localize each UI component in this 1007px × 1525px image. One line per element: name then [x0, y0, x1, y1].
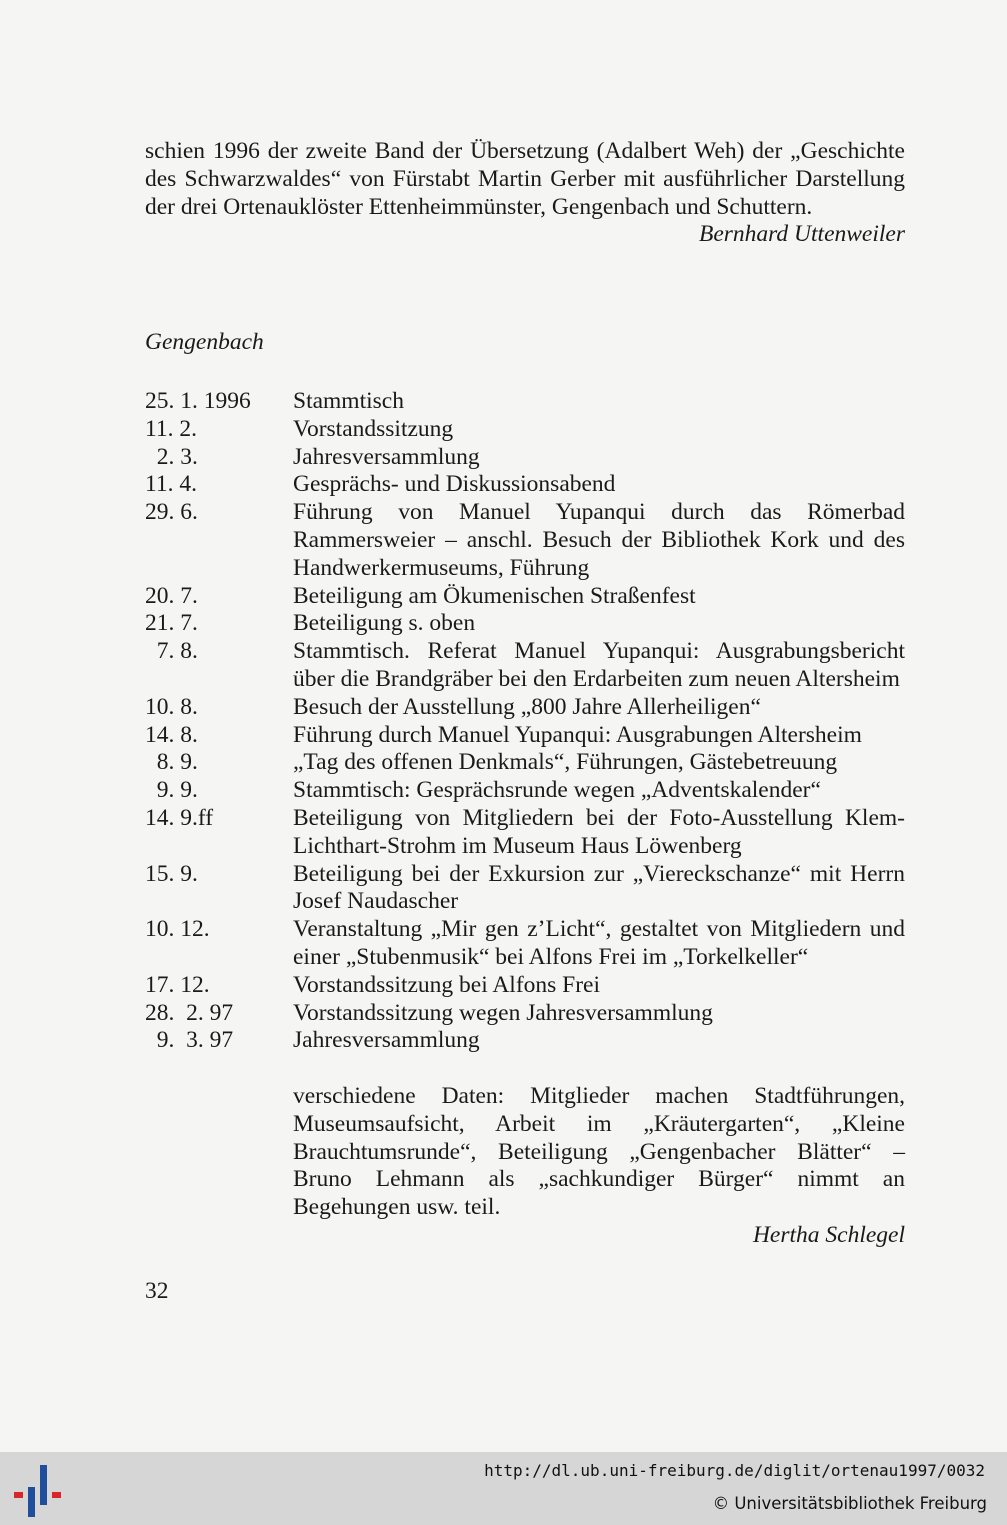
event-row — [145, 583, 905, 611]
event-description: Vorstandssitzung wegen Jahresversammlung — [293, 999, 713, 1026]
event-date: 21. 7. — [145, 610, 198, 637]
footer-copyright: © Universitätsbibliothek Freiburg — [712, 1494, 987, 1513]
event-row — [145, 1027, 905, 1055]
event-row — [145, 861, 905, 917]
event-row — [145, 1000, 905, 1028]
event-description: „Tag des offenen Denkmals“, Führungen, Gästebetreuung — [293, 749, 838, 776]
event-row — [145, 499, 905, 582]
event-row — [145, 388, 905, 416]
footer-url-link[interactable]: http://dl.ub.uni-freiburg.de/diglit/ortenau1997/0032 — [484, 1461, 985, 1480]
event-description: Beteiligung von Mitgliedern bei der Foto-Ausstellung Klem-Lichthart-Strohm im Museum Haus Löwenberg — [293, 804, 905, 859]
event-description: Stammtisch: Gesprächsrunde wegen „Adventskalender“ — [293, 777, 821, 804]
logo-bar-right — [40, 1465, 47, 1505]
event-date: 17. 12. — [145, 971, 210, 998]
event-row — [145, 777, 905, 805]
event-date: 8. 9. — [145, 749, 198, 776]
event-date: 9. 3. 97 — [145, 1027, 234, 1054]
event-date: 15. 9. — [145, 860, 198, 887]
logo-bar-left — [28, 1487, 35, 1517]
section-author: Hertha Schlegel — [752, 1221, 905, 1248]
event-row — [145, 694, 905, 722]
logo-left-dot — [14, 1492, 23, 1498]
page-content — [145, 138, 905, 1305]
event-date: 9. 9. — [145, 777, 198, 804]
event-date: 28. 2. 97 — [145, 999, 234, 1026]
event-description: Jahresversammlung — [293, 443, 480, 470]
event-row — [145, 805, 905, 861]
event-description: Stammtisch — [293, 387, 404, 414]
event-row — [145, 749, 905, 777]
event-date: 11. 2. — [145, 415, 198, 442]
event-row — [145, 638, 905, 694]
page-number: 32 — [145, 1277, 169, 1304]
event-description: Jahresversammlung — [293, 1027, 480, 1054]
logo-right-dot — [52, 1492, 61, 1498]
event-date: 7. 8. — [145, 638, 198, 665]
event-row — [145, 610, 905, 638]
library-logo-icon[interactable] — [14, 1465, 64, 1517]
section-title: Gengenbach — [145, 329, 264, 356]
event-row — [145, 722, 905, 750]
event-description: Beteiligung bei der Exkursion zur „Viereckschanze“ mit Herrn Josef Naudascher — [293, 860, 905, 915]
event-description: Besuch der Ausstellung „800 Jahre Allerheiligen“ — [293, 693, 761, 720]
event-description: Beteiligung s. oben — [293, 610, 476, 637]
event-description: Vorstandssitzung bei Alfons Frei — [293, 971, 601, 998]
event-description: Veranstaltung „Mir gen z’Licht“, gestaltet von Mitgliedern und einer „Stubenmusik“ bei Alfons Frei im „Torkelkeller“ — [293, 916, 905, 970]
intro-paragraph: schien 1996 der zweite Band der Übersetzung (Adalbert Weh) der „Geschichte des Schwarzwaldes“ von Fürstabt Martin Gerber mit ausführlicher Darstellung der drei Ortenauklöster Ettenheimmünster, Gengenbach und Schuttern. — [145, 138, 905, 220]
event-date: 25. 1. 1996 — [145, 387, 251, 414]
intro-author: Bernhard Uttenweiler — [698, 221, 905, 248]
event-description: Führung von Manuel Yupanqui durch das Römerbad Rammersweier – anschl. Besuch der Bibliothek Kork und des Handwerkermuseums, Führung — [293, 499, 905, 581]
event-list — [145, 388, 905, 1055]
footer-bar — [0, 1452, 1007, 1525]
event-row — [145, 444, 905, 472]
event-date: 10. 8. — [145, 693, 198, 720]
extra-paragraph: verschiedene Daten: Mitglieder machen Stadtführungen, Museumsaufsicht, Arbeit im „Kräutergarten“, „Kleine Brauchtumsrunde“, Beteiligung „Gengenbacher Blätter“ – Bruno Lehmann als „sachkundiger Bürger“ nimmt an Begehungen usw. teil. — [293, 1082, 905, 1221]
event-date: 29. 6. — [145, 499, 198, 526]
event-row — [145, 416, 905, 444]
event-row — [145, 916, 905, 972]
event-description: Gesprächs- und Diskussionsabend — [293, 471, 616, 498]
event-date: 14. 8. — [145, 721, 198, 748]
event-description: Stammtisch. Referat Manuel Yupanqui: Ausgrabungsbericht über die Brandgräber bei den Erdarbeiten zum neuen Altersheim — [293, 638, 905, 692]
event-description: Beteiligung am Ökumenischen Straßenfest — [293, 582, 696, 609]
event-date: 10. 12. — [145, 916, 210, 943]
event-description: Vorstandssitzung — [293, 415, 454, 442]
event-date: 11. 4. — [145, 471, 198, 498]
event-description: Führung durch Manuel Yupanqui: Ausgrabungen Altersheim — [293, 721, 862, 748]
event-row — [145, 471, 905, 499]
event-date: 20. 7. — [145, 582, 198, 609]
event-row — [145, 972, 905, 1000]
event-date: 2. 3. — [145, 443, 198, 470]
event-date: 14. 9.ff — [145, 804, 214, 831]
